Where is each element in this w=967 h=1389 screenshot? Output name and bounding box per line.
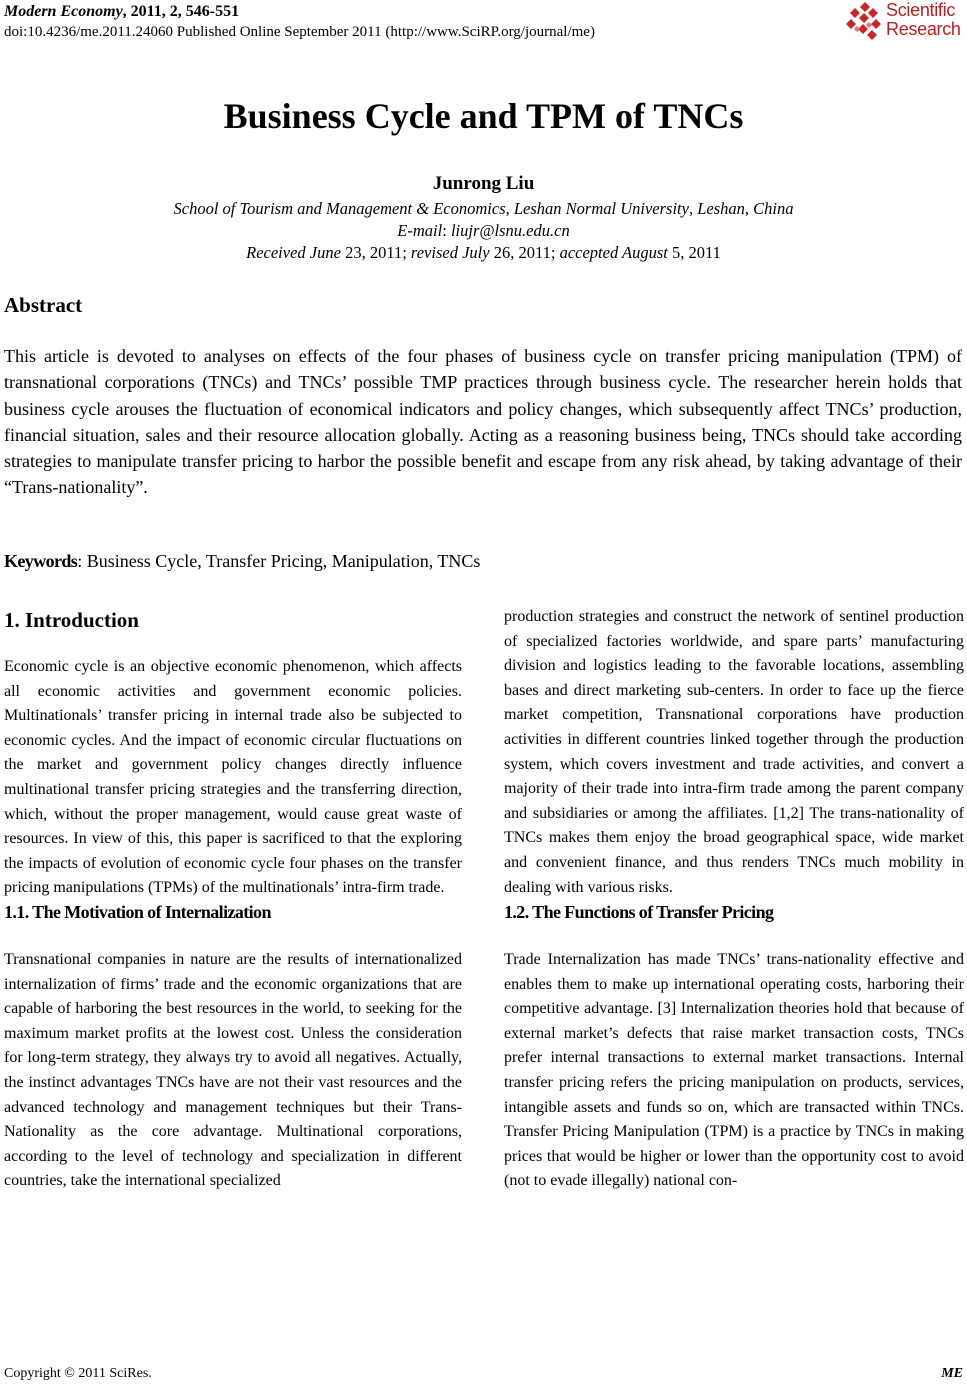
affiliation-city: Leshan	[697, 199, 745, 218]
publisher-logo	[845, 0, 965, 44]
copyright-notice: Copyright © 2011 SciRes.	[4, 1366, 152, 1381]
affiliation-country: China	[753, 199, 794, 218]
functions-body: Trade Internalization has made TNCs’ trans-nationality effective and enables them to make up international operating costs, harboring their competitive advantage. [3] Internalization theories hold that because of external market’s defects that raise market transaction costs, TNCs prefer internal transactions to external market transactions. Internal transfer pricing refers the pricing manipulation on products, services, intangible assets and funds so on, which are transacted within TNCs. Transfer Pricing Manipulation (TPM) is a practice by TNCs in making prices that would be higher or lower than the opportunity cost to avoid (not to evade illegally) national con-	[504, 951, 964, 1190]
logo-text-line1: Scientific	[886, 0, 956, 20]
scirp-logo-icon	[845, 0, 885, 44]
received-label: Received June	[246, 243, 341, 262]
paper-title: Business Cycle and TPM of TNCs	[223, 96, 744, 136]
received-date: 23, 2011;	[340, 243, 411, 262]
revised-label: revised July	[410, 243, 490, 262]
accepted-date: 5, 2011	[667, 243, 721, 262]
affiliation-separator: ,	[744, 199, 754, 218]
dates-line	[0, 242, 967, 264]
logo-text	[886, 1, 961, 39]
affiliation-university: Leshan Normal University	[513, 199, 689, 218]
right-column-body: production strategies and construct the network of sentinel production of specialized factories worldwide, and spare parts’ manufacturing division and logistics leading to the favorable locations, assembling bases and direct marketing sub-centers. In order to face up the fierce market competition, Transnational corporations have production activities in different countries linked together through the production system, which covers investment and trade activities, and convert a majority of their trade into intra-firm trade among the parent company and subsidiaries or among the affiliates. [1,2] The trans-nationality of TNCs makes them enjoy the broad geographical space, wide market and convenient finance, and thus renders TNCs much mobility in dealing with various risks.	[504, 608, 964, 896]
abstract-heading: Abstract	[4, 293, 83, 317]
accepted-label: accepted August	[559, 243, 668, 262]
email-address[interactable]: liujr@lsnu.edu.cn	[450, 221, 570, 240]
subsection-heading-motivation: 1.1. The Motivation of Internalization	[4, 902, 271, 922]
affiliation-separator: ,	[688, 199, 698, 218]
motivation-body: Transnational companies in nature are the results of internationalized internalization of firms’ trade and the economic organizations that are capable of harboring the best resources in the world, to seeking for the maximum market profits at the lowest cost. Unless the consideration for long-term strategy, they always try to avoid all negatives. Actually, the instinct advantages TNCs have are not their vast resources and the advanced technology and management techniques but their Trans-Nationality as the core advantage. Multinational corporations, according to the level of technology and specialization in different countries, take the international specialized	[4, 951, 462, 1190]
keywords-line	[4, 548, 480, 574]
introduction-body: Economic cycle is an objective economic phenomenon, which affects all economic activities and government economic policies. Multinationals’ transfer pricing in internal trade also be subjected to economic cycles. And the impact of economic circular fluctuations on the market and government policy changes directly influence multinational transfer pricing strategies and the transferring direction, which, without the proper management, would cause great waste of resources. In view of this, this paper is sacrificed to that the exploring the impacts of evolution of economic cycle four phases on the transfer pricing manipulations (TPMs) of the multinationals’ intra-firm trade.	[4, 658, 462, 897]
affiliation-school: School of Tourism and Management & Economics	[173, 199, 506, 218]
journal-name: Modern Economy	[4, 3, 123, 20]
journal-volume: , 2011, 2, 546-551	[122, 3, 240, 20]
revised-date: 26, 2011;	[489, 243, 560, 262]
subsection-heading-functions: 1.2. The Functions of Transfer Pricing	[504, 902, 774, 922]
author-name: Junrong Liu	[432, 173, 535, 194]
keywords-value: Business Cycle, Transfer Pricing, Manipulation, TNCs	[86, 551, 481, 571]
section-heading-introduction: 1. Introduction	[4, 608, 139, 632]
keywords-separator: :	[77, 551, 87, 571]
affiliation-separator: ,	[505, 199, 514, 218]
keywords-label: Keywords	[4, 551, 78, 571]
logo-text-line2: Research	[886, 19, 961, 39]
journal-abbreviation: ME	[941, 1366, 963, 1381]
email-label: E-mail	[397, 221, 443, 240]
affiliation	[0, 198, 967, 220]
email-line	[0, 220, 967, 242]
abstract-body: This article is devoted to analyses on effects of the four phases of business cycle on transfer pricing manipulation (TPM) of transnational corporations (TNCs) and TNCs’ possible TMP practices through business cycle. The researcher herein holds that business cycle arouses the fluctuation of economical indicators and policy changes, which subsequently affect TNCs’ production, financial situation, sales and their resource allocation globally. Acting as a reasoning business being, TNCs should take according strategies to manipulate transfer pricing to harbor the possible benefit and escape from any risk ahead, by taking advantage of their “Trans-nationality”.	[4, 346, 962, 498]
email-separator: :	[442, 221, 451, 240]
journal-citation	[4, 2, 239, 22]
doi-line: doi:10.4236/me.2011.24060 Published Online September 2011 (http://www.SciRP.org/journal/me)	[4, 24, 595, 40]
